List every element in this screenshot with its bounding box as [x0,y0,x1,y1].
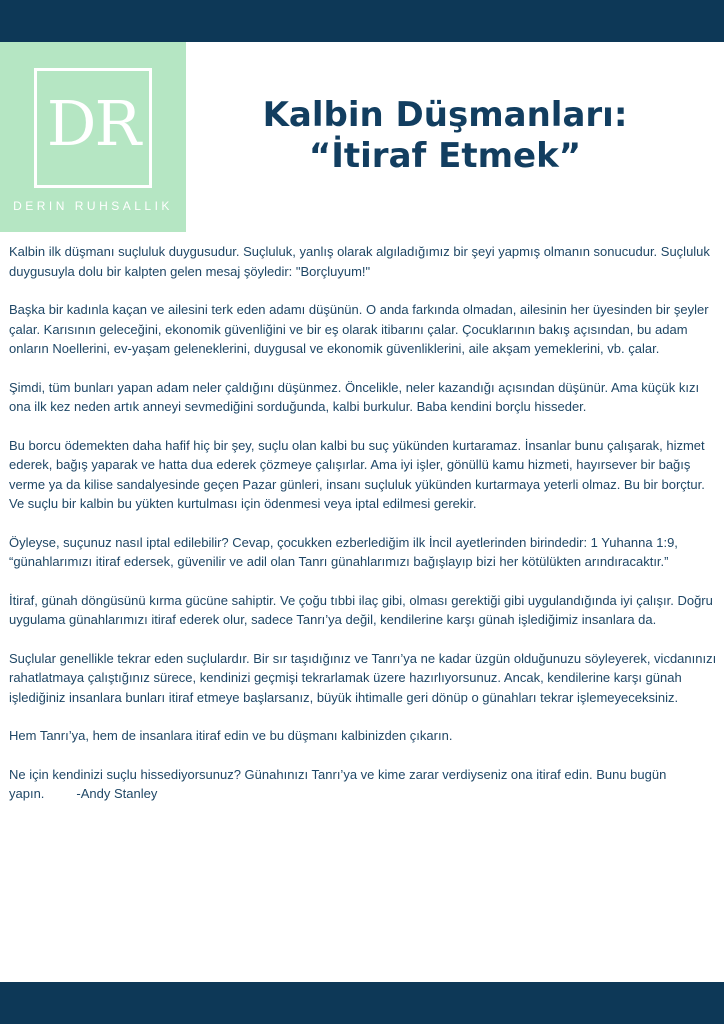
paragraph-6: İtiraf, günah döngüsünü kırma gücüne sahiptir. Ve çoğu tıbbi ilaç gibi, olması gerektiği gibi uygulandığında iyi çalışır. Doğru uygulama günahlarımızı itiraf ederek olur, sadece Tanrı’ya değil, kendilerine karşı günah işlediğimiz insanlara da. [9,592,713,627]
logo-monogram: DR [46,87,140,160]
author-signature: -Andy Stanley [76,786,158,801]
paragraph-3: Şimdi, tüm bunları yapan adam neler çaldığını düşünmez. Öncelikle, neler kazandığı açısından düşünür. Ama küçük kızı ona ilk kez neden artık anneyi sevmediğini sorduğunda, kalbi burkulur. Baba kendini borçlu hisseder. [9,379,700,414]
logo-frame [34,68,152,188]
logo [0,42,186,232]
article-body [9,242,717,823]
paragraph-1: Kalbin ilk düşmanı suçluluk duygusudur. Suçluluk, yanlış olarak algıladığımız bir şeyi yapmış olmanın sonucudur. Suçluluk duygusuyla dolu bir kalpten gelen mesaj şöyledir: "Borçluyum!" [9,244,710,279]
bottom-banner [0,982,724,1024]
closing-paragraph [9,765,717,804]
title-line-1: Kalbin Düşmanları: [262,95,628,135]
top-banner [0,0,724,42]
page-title [200,95,690,177]
paragraph-2: Başka bir kadınla kaçan ve ailesini terk eden adamı düşünün. O anda farkında olmadan, ailesinin her üyesinden bir şeyler çalar. Karısının geleceğini, ekonomik güvenliğini ve bir eş olarak itibarını çalar. Çocuklarının bakış açısından, bu adam onların Noellerini, ev-yaşam geleneklerini, duygusal ve ekonomik güvenliklerini, aile akşam yemeklerini, vb. çalar. [9,302,709,356]
title-line-2: “İtiraf Etmek” [308,136,582,176]
logo-brand-name: DERIN RUHSALLIK [13,199,173,213]
paragraph-7: Suçlular genellikle tekrar eden suçlulardır. Bir sır taşıdığınız ve Tanrı’ya ne kadar üzgün olduğunuzu söyleyerek, vicdanınızı rahatlatmaya çalıştığınız sürece, kendinizi geçmişi tekrarlamak üzere hazırlıyorsunuz. Ancak, kendilerine karşı günah işlediğiniz insanlara bunları itiraf etmeye başlarsanız, büyük ihtimalle geri dönüp o günahları tekrar işlemeyeceksiniz. [9,650,717,705]
paragraph-4: Bu borcu ödemekten daha hafif hiç bir şey, suçlu olan kalbi bu suç yükünden kurtaramaz. İnsanlar bunu çalışarak, hizmet ederek, bağış yaparak ve hatta dua ederek çözmeye çalışırlar. Ama iyi işler, gönüllü kamu hizmeti, hayırsever bir bağış verme ya da kilise sandalyesinde geçen Pazar günleri, insanı suçluluk yükünden kurtarmaya yeterli olmaz. Bu bir borçtur. Ve suçlu bir kalbin bu yükten kurtulması için ödenmesi veya iptal edilmesi gerekir. [9,437,705,511]
paragraph-5: Öyleyse, suçunuz nasıl iptal edilebilir? Cevap, çocukken ezberlediğim ilk İncil ayetlerinden birindedir: 1 Yuhanna 1:9, “günahlarımızı itiraf edersek, güvenilir ve adil olan Tanrı günahlarımızı bağışlayıp bizi her kötülükten arındıracaktır.” [9,534,678,569]
paragraph-8: Hem Tanrı’ya, hem de insanlara itiraf edin ve bu düşmanı kalbinizden çıkarın. [9,728,453,743]
closing-text: Ne için kendinizi suçlu hissediyorsunuz? Günahınızı Tanrı’ya ve kime zarar verdiyseniz ona itiraf edin. Bunu bugün yapın. [9,766,667,801]
